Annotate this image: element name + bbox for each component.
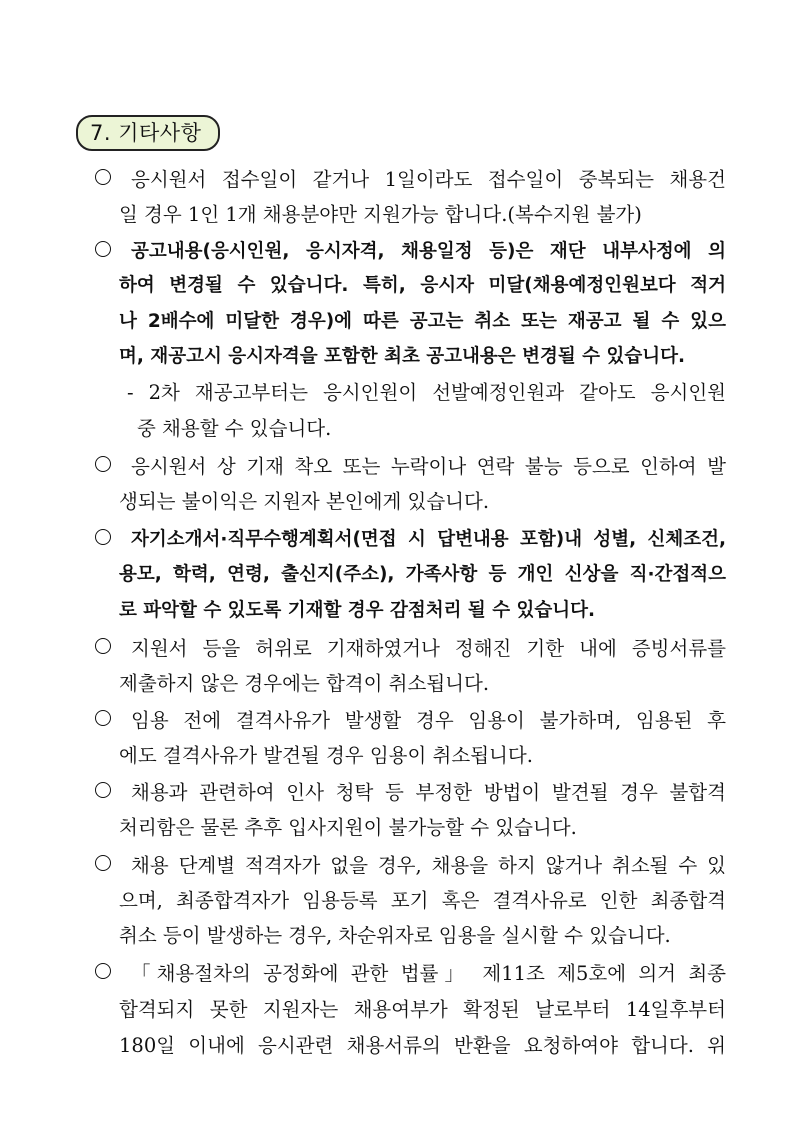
circle-bullet-icon: [95, 169, 111, 185]
text-line: [0, 775, 800, 811]
text-line: [0, 449, 800, 485]
text-line: [0, 411, 800, 447]
circle-bullet-icon: [95, 529, 111, 545]
circle-bullet-icon: [95, 638, 111, 654]
line-text: 나 2배수에 미달한 경우)에 따른 공고는 취소 또는 재공고 될 수 있으: [119, 311, 726, 332]
line-text: 중 채용할 수 있습니다.: [137, 417, 332, 440]
line-text: 합격되지 못한 지원자는 채용여부가 확정된 날로부터 14일후부터: [119, 998, 726, 1021]
text-line: [0, 666, 800, 702]
text-line: [0, 956, 800, 992]
text-line: [0, 375, 800, 411]
section-title: 7. 기타사항: [76, 115, 220, 151]
text-line: [0, 810, 800, 846]
line-text: 임용 전에 결격사유가 발생할 경우 임용이 불가하며, 임용된 후: [131, 709, 726, 732]
line-text: 공고내용(응시인원, 응시자격, 채용일정 등)은 재단 내부사정에 의: [131, 241, 726, 262]
line-text: 며, 재공고시 응시자격을 포함한 최초 공고내용은 변경될 수 있습니다.: [119, 346, 685, 367]
text-line: [0, 631, 800, 667]
line-text: 채용과 관련하여 인사 청탁 등 부정한 방법이 발견될 경우 불합격: [131, 781, 726, 804]
text-line: [0, 703, 800, 739]
text-line: [0, 304, 800, 340]
line-text: 로 파악할 수 있도록 기재할 경우 감점처리 될 수 있습니다.: [119, 600, 596, 621]
text-line: [0, 197, 800, 233]
text-line: [0, 738, 800, 774]
text-line: [0, 557, 800, 593]
line-text: 생되는 불이익은 지원자 본인에게 있습니다.: [119, 490, 490, 513]
line-text: 자기소개서·직무수행계획서(면접 시 답변내용 포함)내 성별, 신체조건,: [131, 529, 726, 550]
text-line: [0, 162, 800, 198]
text-line: [0, 234, 800, 270]
text-line: [0, 918, 800, 954]
line-text: 일 경우 1인 1개 채용분야만 지원가능 합니다.(복수지원 불가): [119, 203, 642, 226]
text-line: [0, 992, 800, 1028]
text-line: [0, 593, 800, 629]
circle-bullet-icon: [95, 782, 111, 798]
line-text: 지원서 등을 허위로 기재하였거나 정해진 기한 내에 증빙서류를: [131, 637, 726, 660]
line-text: 180일 이내에 응시관련 채용서류의 반환을 요청하여야 합니다. 위: [119, 1034, 726, 1057]
line-text: 취소 등이 발생하는 경우, 차순위자로 임용을 실시할 수 있습니다.: [119, 924, 671, 947]
line-text: 하여 변경될 수 있습니다. 특히, 응시자 미달(채용예정인원보다 적거: [119, 275, 726, 296]
line-text: 응시원서 상 기재 착오 또는 누락이나 연락 불능 등으로 인하여 발: [131, 455, 726, 478]
text-line: [0, 848, 800, 884]
text-line: [0, 883, 800, 919]
line-text: - 2차 재공고부터는 응시인원이 선발예정인원과 같아도 응시인원: [127, 381, 726, 404]
line-text: 에도 결격사유가 발견될 경우 임용이 취소됩니다.: [119, 744, 533, 767]
circle-bullet-icon: [95, 241, 111, 257]
line-text: 제출하지 않은 경우에는 합격이 취소됩니다.: [119, 672, 490, 695]
circle-bullet-icon: [95, 710, 111, 726]
circle-bullet-icon: [95, 963, 111, 979]
circle-bullet-icon: [95, 456, 111, 472]
text-line: [0, 484, 800, 520]
line-text: 응시원서 접수일이 같거나 1일이라도 접수일이 중복되는 채용건: [131, 168, 726, 191]
line-text: 「채용절차의 공정화에 관한 법률」 제11조 제5호에 의거 최종: [131, 962, 726, 985]
line-text: 으며, 최종합격자가 임용등록 포기 혹은 결격사유로 인한 최종합격: [119, 889, 726, 912]
line-text: 처리함은 물론 추후 입사지원이 불가능할 수 있습니다.: [119, 816, 577, 839]
text-line: [0, 339, 800, 375]
text-line: [0, 522, 800, 558]
line-text: 채용 단계별 적격자가 없을 경우, 채용을 하지 않거나 취소될 수 있: [131, 854, 726, 877]
line-text: 용모, 학력, 연령, 출신지(주소), 가족사항 등 개인 신상을 직·간접적으: [119, 564, 726, 585]
circle-bullet-icon: [95, 855, 111, 871]
text-line: [0, 1028, 800, 1064]
text-line: [0, 268, 800, 304]
